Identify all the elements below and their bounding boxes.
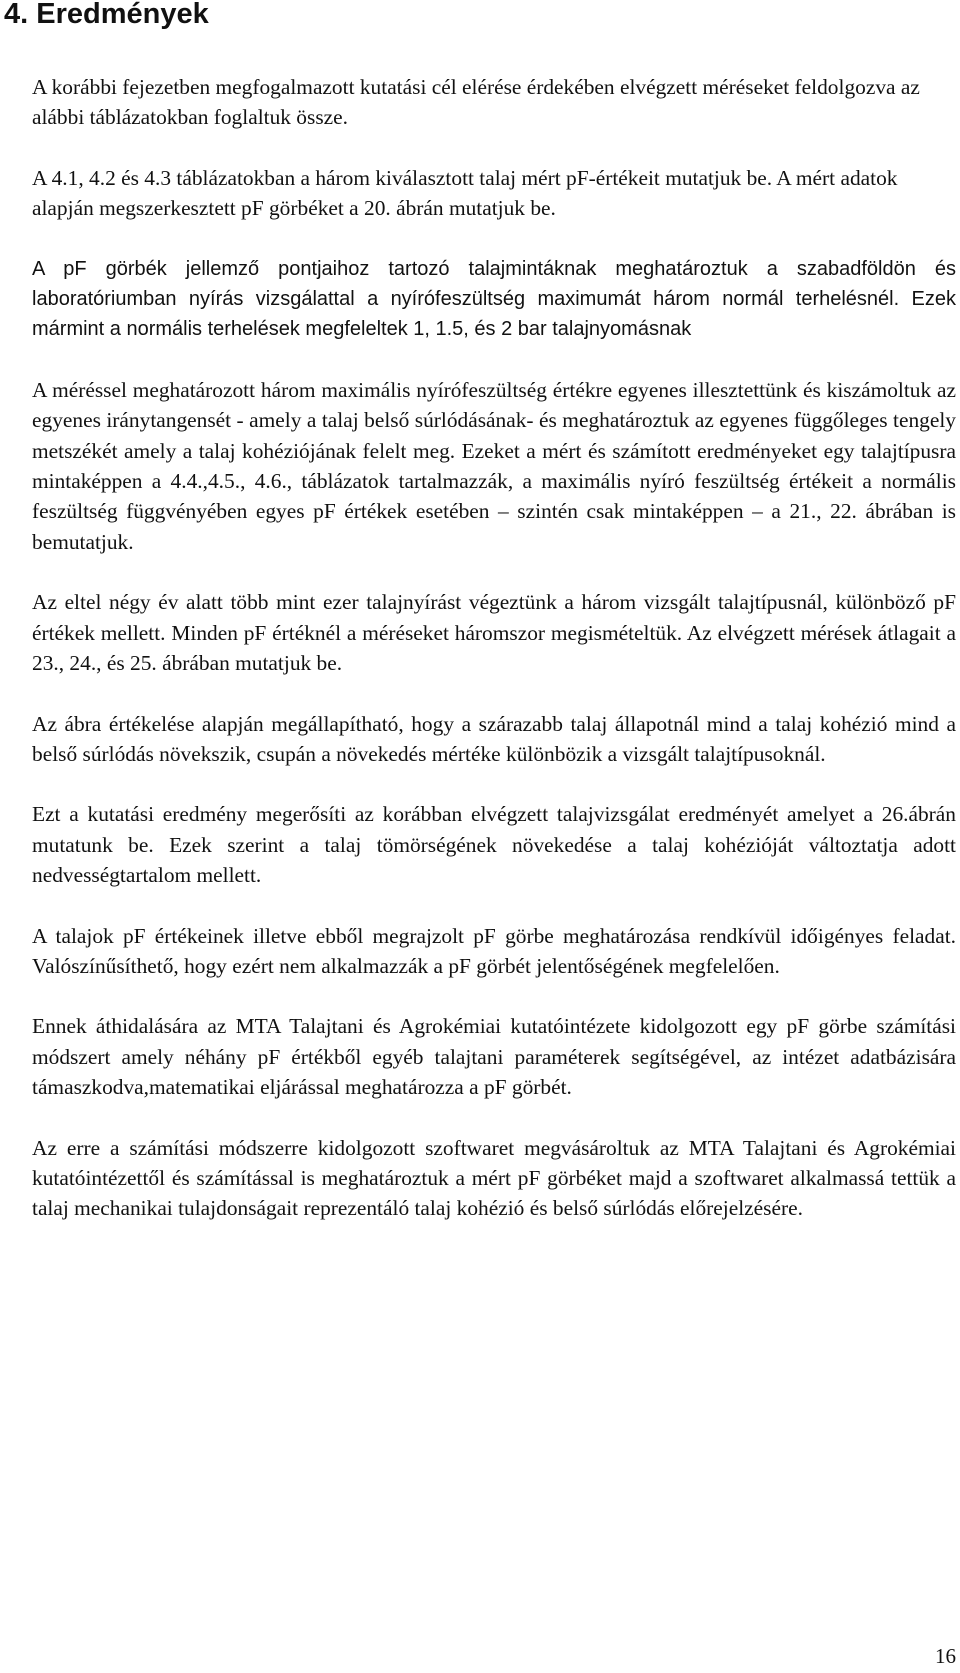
paragraph-6: Az ábra értékelése alapján megállapítható, hogy a szárazabb talaj állapotnál mind a talaj kohézió mind a belső súrlódás növekszik, csupán a növekedés mértéke különbözik a vizsgált talajtípusoknál. bbox=[32, 711, 956, 766]
paragraph-2: A 4.1, 4.2 és 4.3 táblázatokban a három kiválasztott talaj mért pF-értékeit mutatjuk be. A mért adatok alapján megszerkesztett pF görbéket a 20. ábrán mutatjuk be. bbox=[32, 165, 898, 221]
paragraph-5: Az eltel négy év alatt több mint ezer talajnyírást végeztünk a három vizsgált talajtípusnál, különböző pF értékek mellett. Minden pF értéknél a méréseket háromszor megismételtük. Az elvégzett mérések átlagait a 23., 24., és 25. ábrában mutatjuk be. bbox=[32, 590, 956, 676]
paragraph-9: Ennek áthidalására az MTA Talajtani és Agrokémiai kutatóintézete kidolgozott egy pF görbe számítási módszert amely néhány pF értékből egyéb talajtani paraméterek segítségével, az intézet adatbázisára támaszkodva,matematikai eljárással meghatározza a pF görbét. bbox=[32, 1014, 956, 1100]
page-number: 16 bbox=[935, 1644, 956, 1668]
paragraph-3: A pF görbék jellemző pontjaihoz tartozó talajmintáknak meghatároztuk a szabadföldön és laboratóriumban nyírás vizsgálattal a nyírófeszültség maximumát három normál terhelésnél. Ezek mármint a normális terhelések megfeleltek 1, 1.5, és 2 bar talajnyomásnak bbox=[32, 257, 956, 341]
section-heading: 4. Eredmények bbox=[4, 0, 209, 30]
paragraph-10: Az erre a számítási módszerre kidolgozott szoftwaret megvásároltuk az MTA Talajtani és Agrokémiai kutatóintézettől és számítással is meghatároztuk a mért pF görbéket majd a szoftwaret alkalmassá tettük a talaj mechanikai tulajdonságait reprezentáló talaj kohézió és belső súrlódás előrejelzésére. bbox=[32, 1135, 956, 1221]
paragraph-4: A méréssel meghatározott három maximális nyírófeszültség értékre egyenes illesztettünk és kiszámoltuk az egyenes iránytangensét - amely a talaj belső súrlódásának- és meghatároztuk az egyenes függőleges tengely metszékét amely a talaj kohéziójának felelt meg. Ezeket a mért és számított eredményeket egy talajtípusra mintaképpen a 4.4.,4.5., 4.6., táblázatok tartalmazzák, a maximális nyíró feszültség értékeit a normális feszültség függvényében egyes pF értékek esetében – szintén csak mintaképpen – a 21., 22. ábrában is bemutatjuk. bbox=[32, 377, 956, 554]
paragraph-8: A talajok pF értékeinek illetve ebből megrajzolt pF görbe meghatározása rendkívül időigényes feladat. Valószínűsíthető, hogy ezért nem alkalmazzák a pF görbét jelentőségének megfelelően. bbox=[32, 923, 956, 978]
body-text bbox=[32, 72, 956, 1254]
paragraph-1: A korábbi fejezetben megfogalmazott kutatási cél elérése érdekében elvégzett méréseket feldolgozva az alábbi táblázatokban foglaltuk össze. bbox=[32, 75, 920, 130]
paragraph-7: Ezt a kutatási eredmény megerősíti az korábban elvégzett talajvizsgálat eredményét amelyet a 26.ábrán mutatunk be. Ezek szerint a talaj tömörségének növekedése a talaj kohézióját változtatja adott nedvességtartalom mellett. bbox=[32, 802, 956, 888]
